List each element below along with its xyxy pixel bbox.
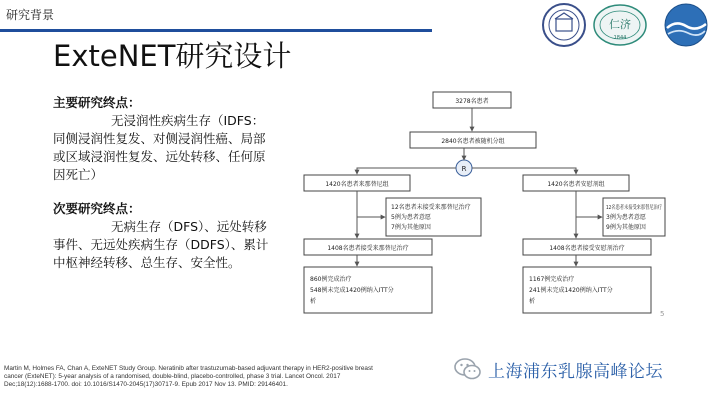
endpoints-panel bbox=[53, 94, 273, 272]
secondary-endpoint-text: 无病生存（DFS）、远处转移事件、无远处疾病生存（DDFS）、累计中枢神经转移、总生存、安全性。 bbox=[53, 219, 269, 270]
title-rule bbox=[0, 29, 432, 32]
renji-hospital-logo bbox=[594, 5, 646, 45]
left-excluded-line: 5例为患者意愿 bbox=[391, 214, 431, 221]
randomized-label: 2840名患者被随机分组 bbox=[441, 138, 505, 145]
enrolled-label: 3278名患者 bbox=[455, 98, 489, 105]
right-excluded-line: 12名患者未接受来那替尼治疗 bbox=[606, 205, 678, 211]
endpoint-spacer bbox=[53, 184, 273, 200]
secondary-endpoint-heading: 次要研究终点： bbox=[53, 201, 141, 216]
footer-brand-text: 上海浦东乳腺高峰论坛 bbox=[488, 361, 663, 382]
right-excluded-line: 3例为患者意愿 bbox=[606, 214, 646, 221]
renji-logo-year: 1844 bbox=[613, 35, 627, 41]
university-seal-icon bbox=[543, 4, 585, 46]
right-excluded-line: 9例为其他原因 bbox=[606, 224, 646, 231]
left-excluded-line: 7例为其他原因 bbox=[391, 224, 431, 231]
right-arm-label: 1420名患者安慰剂组 bbox=[547, 181, 605, 188]
renji-logo-text: 仁济 bbox=[609, 18, 631, 31]
r-label: R bbox=[461, 165, 467, 173]
primary-endpoint-heading: 主要研究终点： bbox=[53, 95, 141, 110]
section-tag: 研究背景 bbox=[6, 8, 55, 22]
left-arm-label: 1420名患者来那替尼组 bbox=[325, 181, 389, 188]
right-treated-label: 1408名患者接受安慰剂治疗 bbox=[549, 245, 625, 252]
left-excluded-line: 12名患者未接受来那替尼治疗 bbox=[391, 204, 471, 211]
wave-emblem-icon bbox=[665, 4, 707, 46]
right-completed-line: 241例未完成1420例纳入ITT分 bbox=[529, 287, 613, 294]
primary-endpoint-text: 无浸润性疾病生存（IDFS：同侧浸润性复发、对侧浸润性癌、局部或区域浸润性复发、远处转移、任何原因死亡） bbox=[53, 113, 266, 182]
left-completed-line: 548例未完成1420例纳入ITT分 bbox=[310, 287, 394, 294]
left-treated-label: 1408名患者接受来那替尼治疗 bbox=[327, 245, 409, 252]
institution-logos bbox=[540, 2, 716, 48]
right-completed-line: 1167例完成治疗 bbox=[529, 276, 575, 283]
trial-flowchart bbox=[270, 86, 678, 318]
left-completed-line: 860例完成治疗 bbox=[310, 276, 352, 283]
slide-title: ExteNET研究设计 bbox=[53, 39, 292, 73]
left-completed-line: 析 bbox=[310, 298, 317, 305]
reference-citation: Martin M, Holmes FA, Chan A, ExteNET Study Group. Neratinib after trastuzumab-based adjuvant therapy in HER2-positive breast cancer (ExteNET): 5-year analysis of a randomised, double-blind, placebo-controlled, phase 3 trial. Lancet Oncol. 2017 Dec;18(12):1688-1700. doi: 10.1016/S1470-2045(17)30717-9. Epub 2017 Nov 13. PMID: 29146401. bbox=[4, 365, 373, 389]
right-completed-line: 析 bbox=[529, 298, 536, 305]
page-number: 5 bbox=[660, 310, 665, 318]
footer-brand bbox=[454, 356, 663, 382]
wechat-icon bbox=[454, 357, 482, 381]
